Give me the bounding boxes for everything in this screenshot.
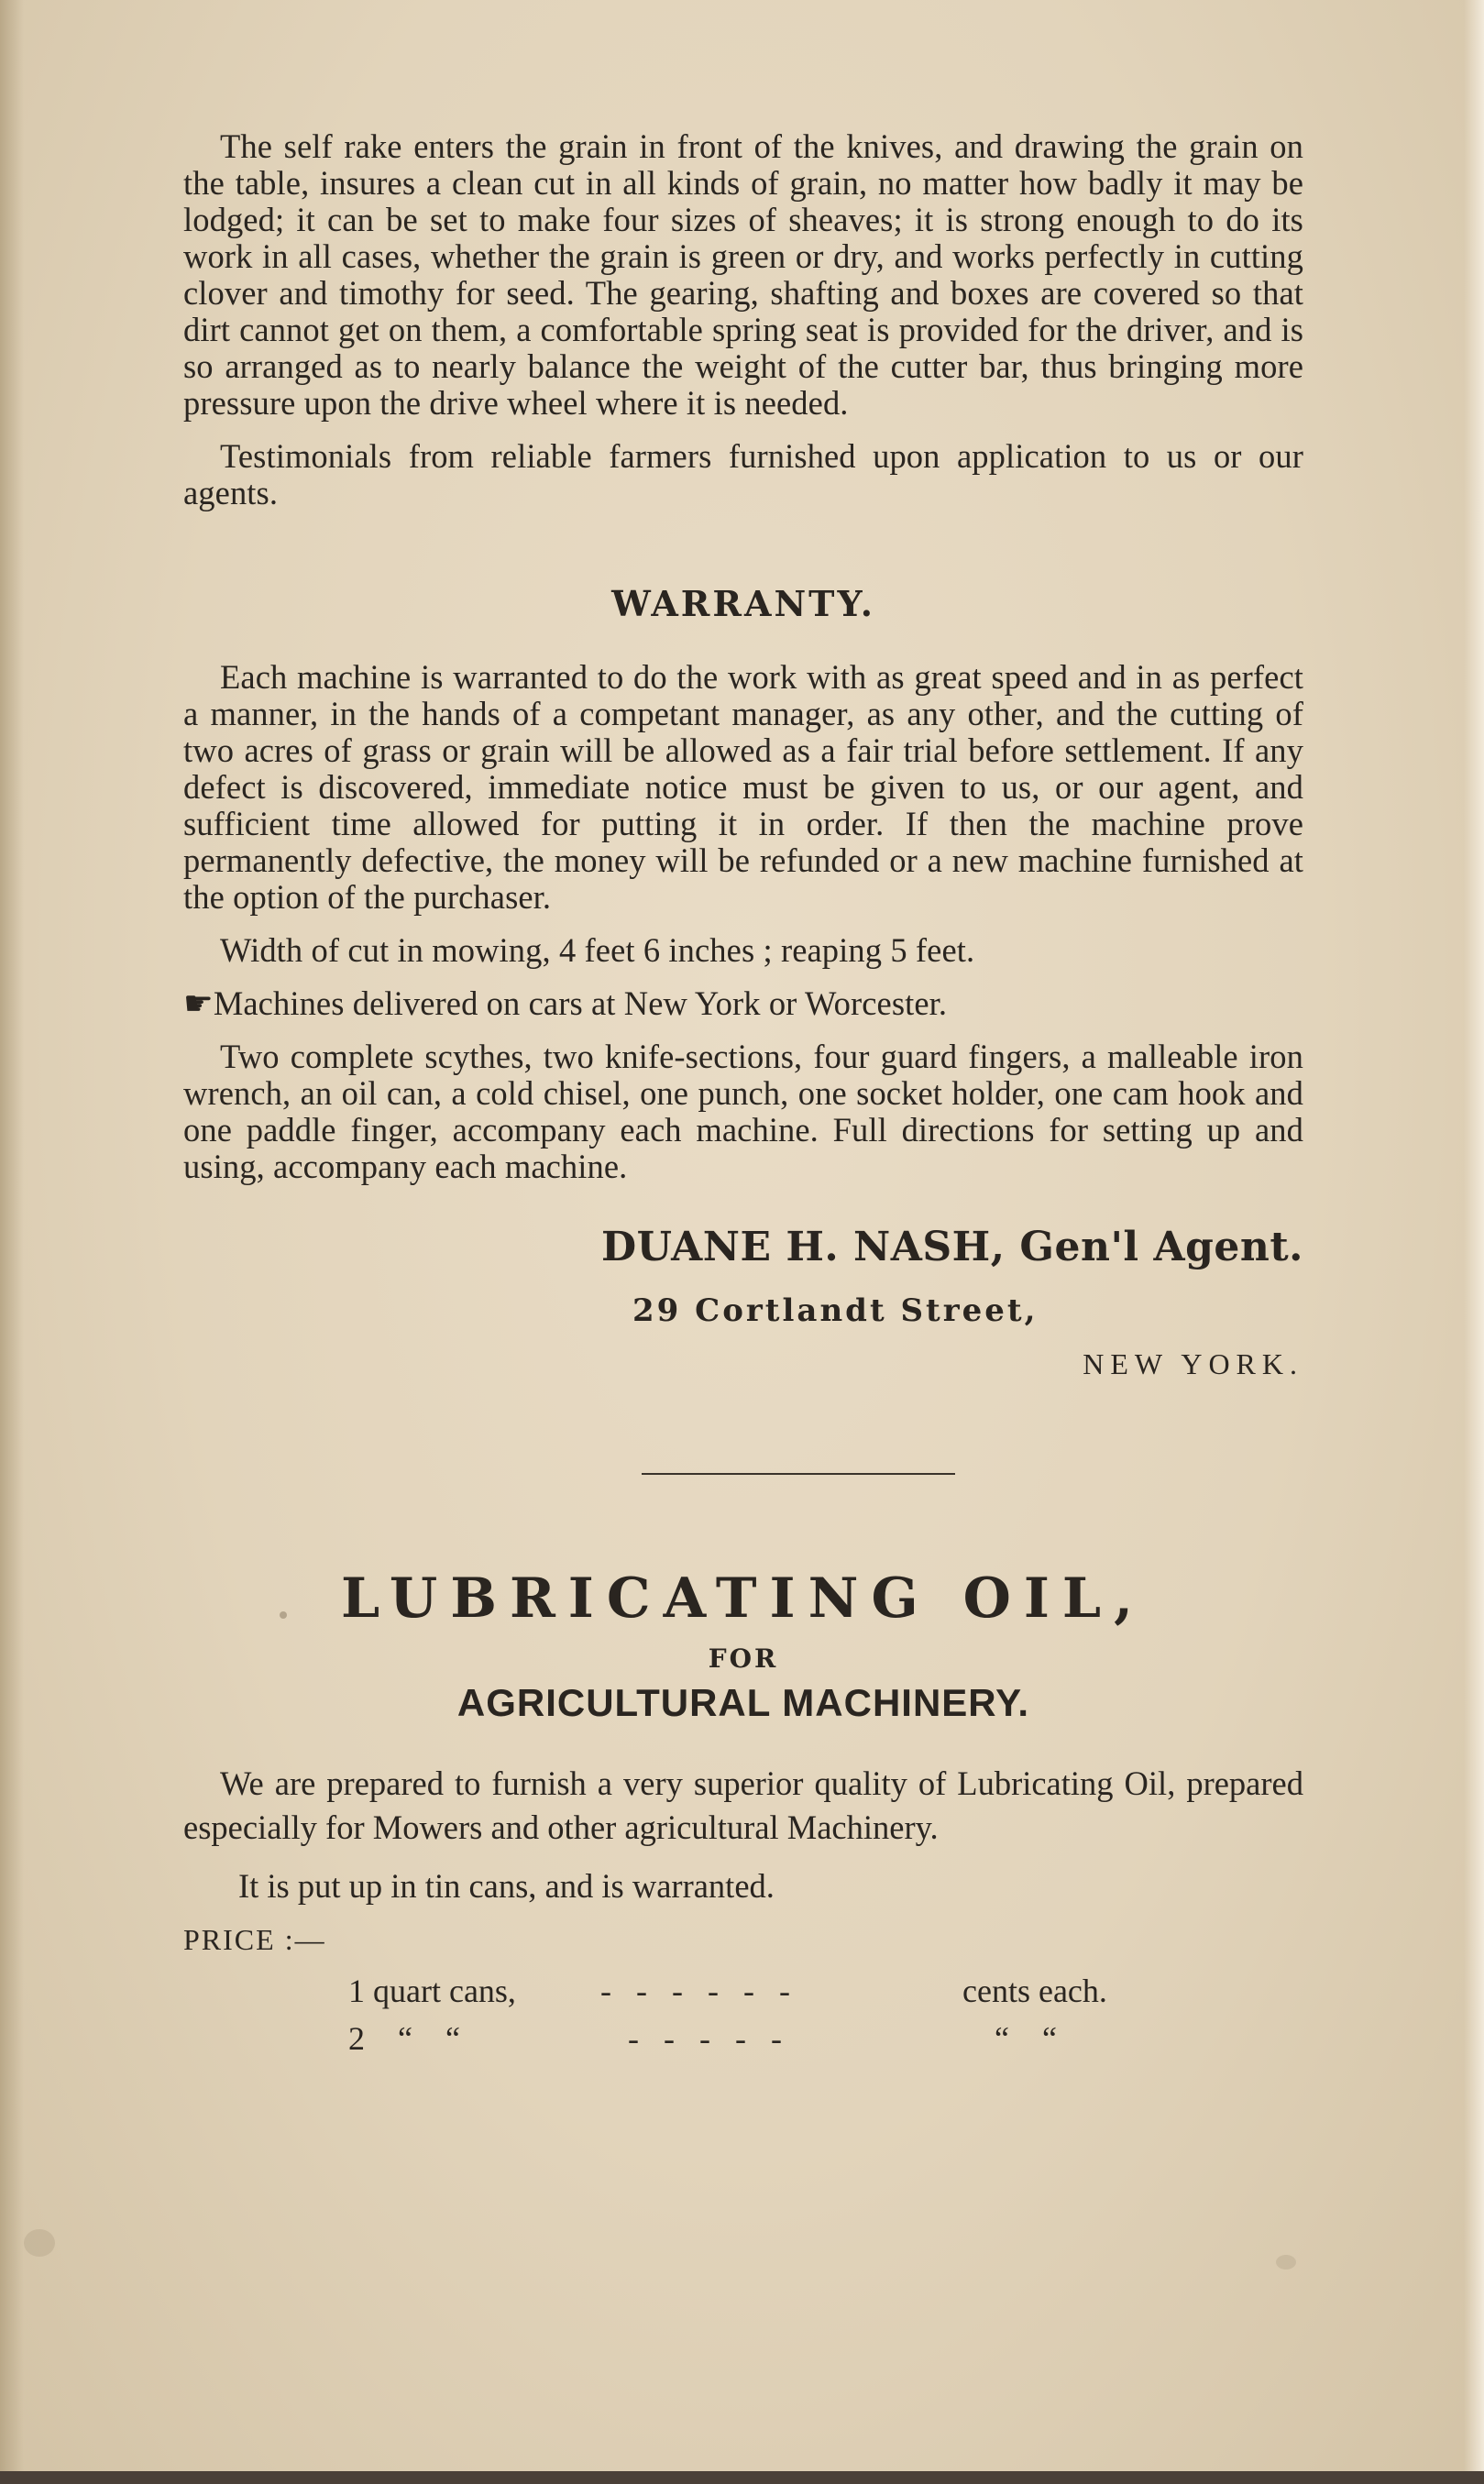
oil-subtitle: AGRICULTURAL MACHINERY. xyxy=(456,1681,1030,1724)
page-edge-highlight xyxy=(1464,0,1484,2484)
price-label: PRICE :— xyxy=(183,1923,326,1956)
delivery-text: Machines delivered on cars at New York or Worcester. xyxy=(213,984,948,1022)
oil-packaging: It is put up in tin cans, and is warranted. xyxy=(238,1867,775,1905)
delivery-line xyxy=(183,985,1303,1022)
price-size: 2 “ “ xyxy=(348,2020,460,2057)
testimonials-paragraph: Testimonials from reliable farmers furnished upon application to us or our agents. xyxy=(183,437,1303,511)
accessories-paragraph: Two complete scythes, two knife-sections, four guard fingers, a malleable iron wrench, an oil can, a cold chisel, one punch, one socket holder, one cam hook and one paddle finger, accompany each machine. Full directions for setting up and using, accompany each machine. xyxy=(183,1038,1303,1185)
oil-for-label: FOR xyxy=(708,1643,779,1674)
page-content xyxy=(183,128,1303,2067)
warranty-heading: WARRANTY. xyxy=(611,583,875,624)
foxing-spot xyxy=(24,2229,55,2257)
price-dashes: - - - - - xyxy=(628,2020,782,2057)
price-unit: “ “ xyxy=(995,2020,1057,2057)
price-row xyxy=(183,2019,1303,2067)
agent-name: DUANE H. NASH, Gen'l Agent. xyxy=(600,1224,1303,1270)
pointing-hand-icon: ☛ xyxy=(183,984,214,1022)
price-dashes: - - - - - - xyxy=(600,1973,790,2009)
foxing-spot xyxy=(1276,2255,1296,2270)
agent-signature xyxy=(183,1224,1303,1381)
width-of-cut-line: Width of cut in mowing, 4 feet 6 inches ; reaping 5 feet. xyxy=(220,931,975,969)
section-divider xyxy=(642,1473,955,1475)
self-rake-paragraph: The self rake enters the grain in front of the knives, and drawing the grain on the table, insures a clean cut in all kinds of grain, no matter how badly it may be lodged; it can be set to make four sizes of sheaves; it is strong enough to do its work in all cases, whether the grain is green or dry, and works perfectly in cutting clover and timothy for seed. The gearing, shafting and boxes are covered so that dirt cannot get on them, a comfortable spring seat is provided for the driver, and is so arranged as to nearly balance the weight of the cutter bar, thus bringing more pressure upon the drive wheel where it is needed. xyxy=(183,127,1303,422)
agent-street: 29 Cortlandt Street, xyxy=(632,1292,1039,1329)
page-edge-shadow xyxy=(0,0,24,2484)
warranty-paragraph: Each machine is warranted to do the work with as great speed and in as perfect a manner, in the hands of a competant manager, as any other, and the cutting of two acres of grass or grain will be allowed as a fair trial before settlement. If any defect is discovered, immediate notice must be given to us, or our agent, and sufficient time allowed for putting it in order. If then the machine prove permanently defective, the money will be refunded or a new machine furnished at the option of the purchaser. xyxy=(183,658,1303,916)
page-bottom-edge xyxy=(0,2471,1484,2484)
price-size: 1 quart cans, xyxy=(348,1973,516,2009)
agent-city: NEW YORK. xyxy=(1083,1347,1303,1380)
price-unit: cents each. xyxy=(962,1973,1107,2009)
oil-description: We are prepared to furnish a very superior quality of Lubricating Oil, prepared especially for Mowers and other agricultural Machinery. xyxy=(183,1764,1303,1846)
oil-title: LUBRICATING OIL, xyxy=(341,1566,1146,1631)
price-row xyxy=(183,1972,1303,2019)
